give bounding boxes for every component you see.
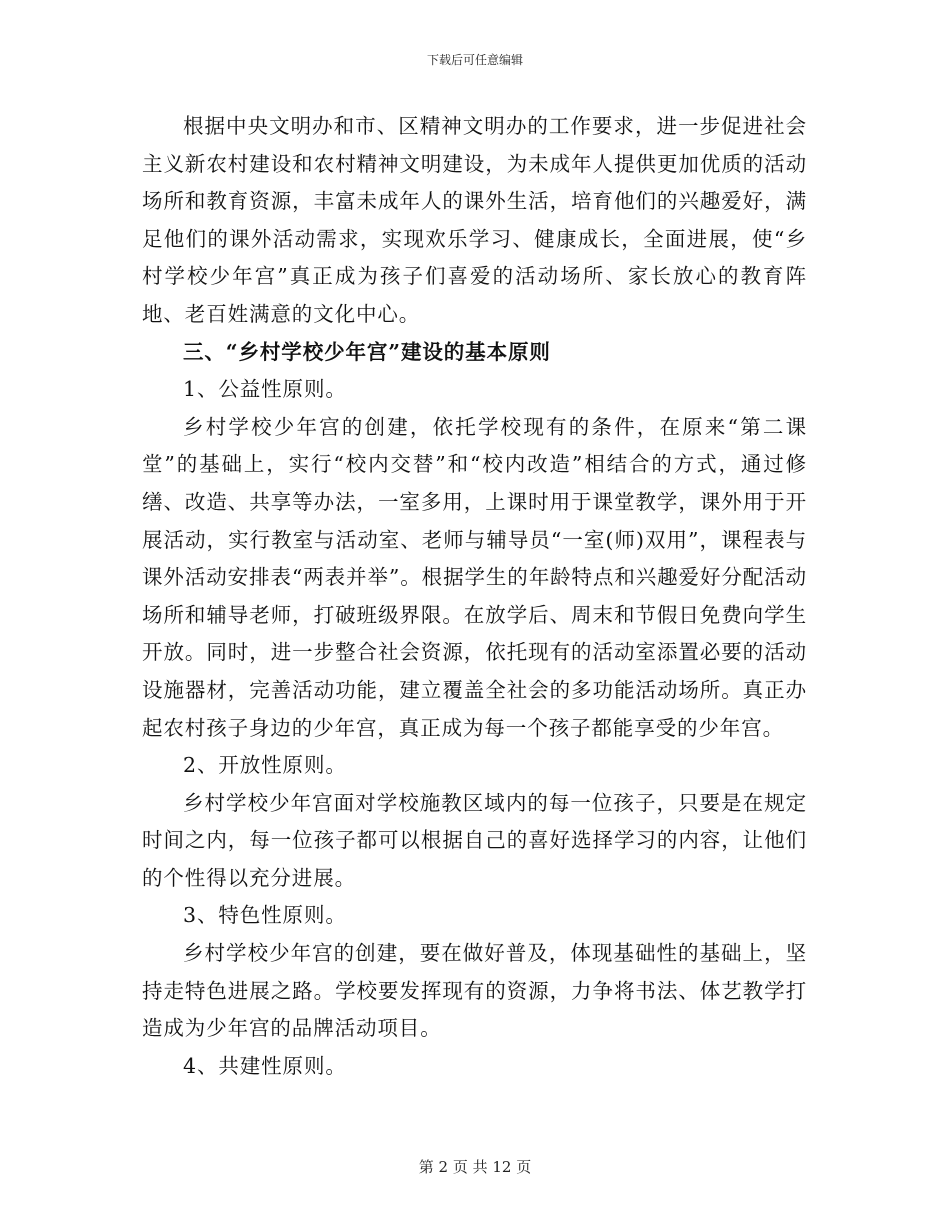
principle-title: 2、开放性原则。 xyxy=(183,753,347,778)
body-paragraph: 根据中央文明办和市、区精神文明办的工作要求，进一步促进社会主义新农村建设和农村精神文明建设，为未成年人提供更加优质的活动场所和教育资源，丰富未成年人的课外生活，培育他们的兴趣爱好，满足他们的课外活动需求，实现欢乐学习、健康成长，全面进展，使“乡村学校少年宫”真正成为孩子们喜爱的活动场所、家长放心的教育阵地、老百姓满意的文化中心。 xyxy=(142,114,807,326)
principle-title: 1、公益性原则。 xyxy=(183,377,347,402)
body-paragraph: 乡村学校少年宫的创建，依托学校现有的条件，在原来“第二课堂”的基础上，实行“校内交替”和“校内改造”相结合的方式，通过修缮、改造、共享等办法，一室多用，上课时用于课堂教学，课外用于开展活动，实行教室与活动室、老师与辅导员“一室(师)双用”，课程表与课外活动安排表“两表并举”。根据学生的年龄特点和兴趣爱好分配活动场所和辅导老师，打破班级界限。在放学后、周末和节假日免费向学生开放。同时，进一步整合社会资源，依托现有的活动室添置必要的活动设施器材，完善活动功能，建立覆盖全社会的多功能活动场所。真正办起农村孩子身边的少年宫，真正成为每一个孩子都能享受的少年宫。 xyxy=(142,414,807,740)
principle-title: 3、特色性原则。 xyxy=(183,903,347,928)
body-paragraph: 乡村学校少年宫的创建，要在做好普及，体现基础性的基础上，坚持走特色进展之路。学校要发挥现有的资源，力争将书法、体艺教学打造成为少年宫的品牌活动项目。 xyxy=(142,941,807,1041)
page-header-note: 下载后可任意编辑 xyxy=(426,53,523,67)
document-body xyxy=(142,108,807,1085)
section-heading: 三、“乡村学校少年宫”建设的基本原则 xyxy=(183,339,551,364)
body-paragraph: 乡村学校少年宫面对学校施教区域内的每一位孩子，只要是在规定时间之内，每一位孩子都可以根据自己的喜好选择学习的内容，让他们的个性得以充分进展。 xyxy=(142,790,807,890)
page-number-footer: 第 2 页 共 12 页 xyxy=(418,1158,532,1176)
principle-title: 4、共建性原则。 xyxy=(183,1053,347,1078)
